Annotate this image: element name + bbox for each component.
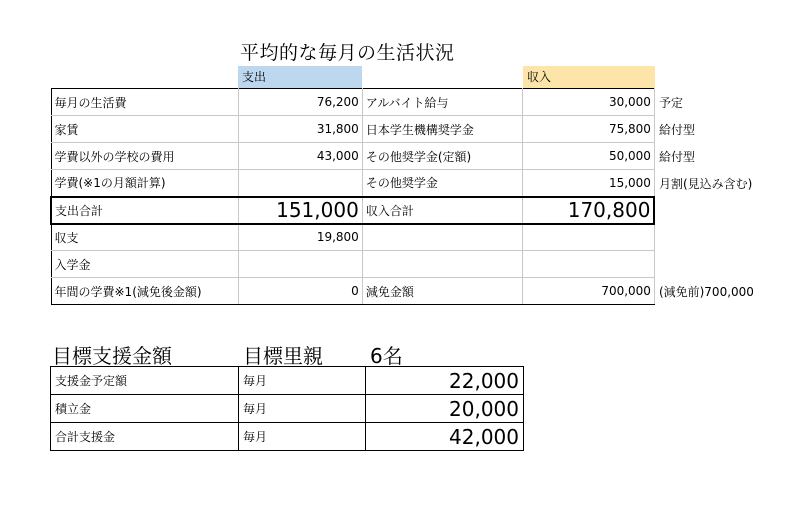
income-label [362,224,523,251]
expense-value: 43,000 [239,143,363,170]
support-label: 支援金予定額 [51,367,239,395]
support-table [50,366,524,451]
support-amount: 20,000 [366,395,524,423]
expense-total: 151,000 [239,197,363,224]
income-note: 予定 [658,95,683,110]
income-value: 700,000 [523,278,655,305]
income-label: その他奨学金(定額) [362,143,523,170]
income-note: 給付型 [658,149,695,164]
income-label: アルバイト給与 [362,89,523,116]
row-label: 収支 [51,224,239,251]
table-row [51,116,804,143]
expense-value: 76,200 [239,89,363,116]
support-amount: 42,000 [366,423,524,451]
support-label: 合計支援金 [51,423,239,451]
row-label: 学費以外の学校の費用 [51,143,239,170]
support-goal-title: 目標支援金額 [52,344,172,368]
income-value: 30,000 [523,89,655,116]
expense-value [239,251,363,278]
income-note [654,224,804,251]
income-value [523,224,655,251]
support-amount: 22,000 [366,367,524,395]
expense-value [239,170,363,197]
income-value: 15,000 [523,170,655,197]
table-row [51,251,804,278]
expense-value: 0 [239,278,363,305]
income-value [523,251,655,278]
row-label: 年間の学費※1(減免後金額) [51,278,239,305]
income-note: 月割(見込み含む) [658,176,753,191]
support-period: 毎月 [239,423,366,451]
income-note [654,197,804,224]
table-row [51,224,804,251]
table-row [51,278,804,305]
expense-value: 19,800 [239,224,363,251]
income-value: 75,800 [523,116,655,143]
row-label: 学費(※1の月額計算) [51,170,239,197]
support-row [51,423,524,451]
table-row [51,143,804,170]
income-note [654,251,804,278]
income-value: 50,000 [523,143,655,170]
income-label [362,251,523,278]
income-label: 減免金額 [362,278,523,305]
row-label: 毎月の生活費 [51,89,239,116]
income-label: 収入合計 [362,197,523,224]
row-label: 支出合計 [51,197,239,224]
income-label: その他奨学金 [362,170,523,197]
support-period: 毎月 [239,395,366,423]
income-note: 給付型 [658,122,695,137]
income-note: (減免前)700,000 [658,284,754,299]
foster-parent-count: 6名 [370,344,403,368]
total-row [51,197,804,224]
support-row [51,367,524,395]
table-row [51,170,804,197]
foster-parent-goal-label: 目標里親 [243,344,323,368]
support-label: 積立金 [51,395,239,423]
row-label: 入学金 [51,251,239,278]
expense-value: 31,800 [239,116,363,143]
budget-table [50,88,805,305]
support-period: 毎月 [239,367,366,395]
income-header: 収入 [523,66,655,88]
table-row [51,89,804,116]
page-title: 平均的な毎月の生活状況 [240,42,455,64]
income-label: 日本学生機構奨学金 [362,116,523,143]
income-total: 170,800 [523,197,655,224]
expense-header: 支出 [238,66,362,88]
support-row [51,395,524,423]
row-label: 家賃 [51,116,239,143]
